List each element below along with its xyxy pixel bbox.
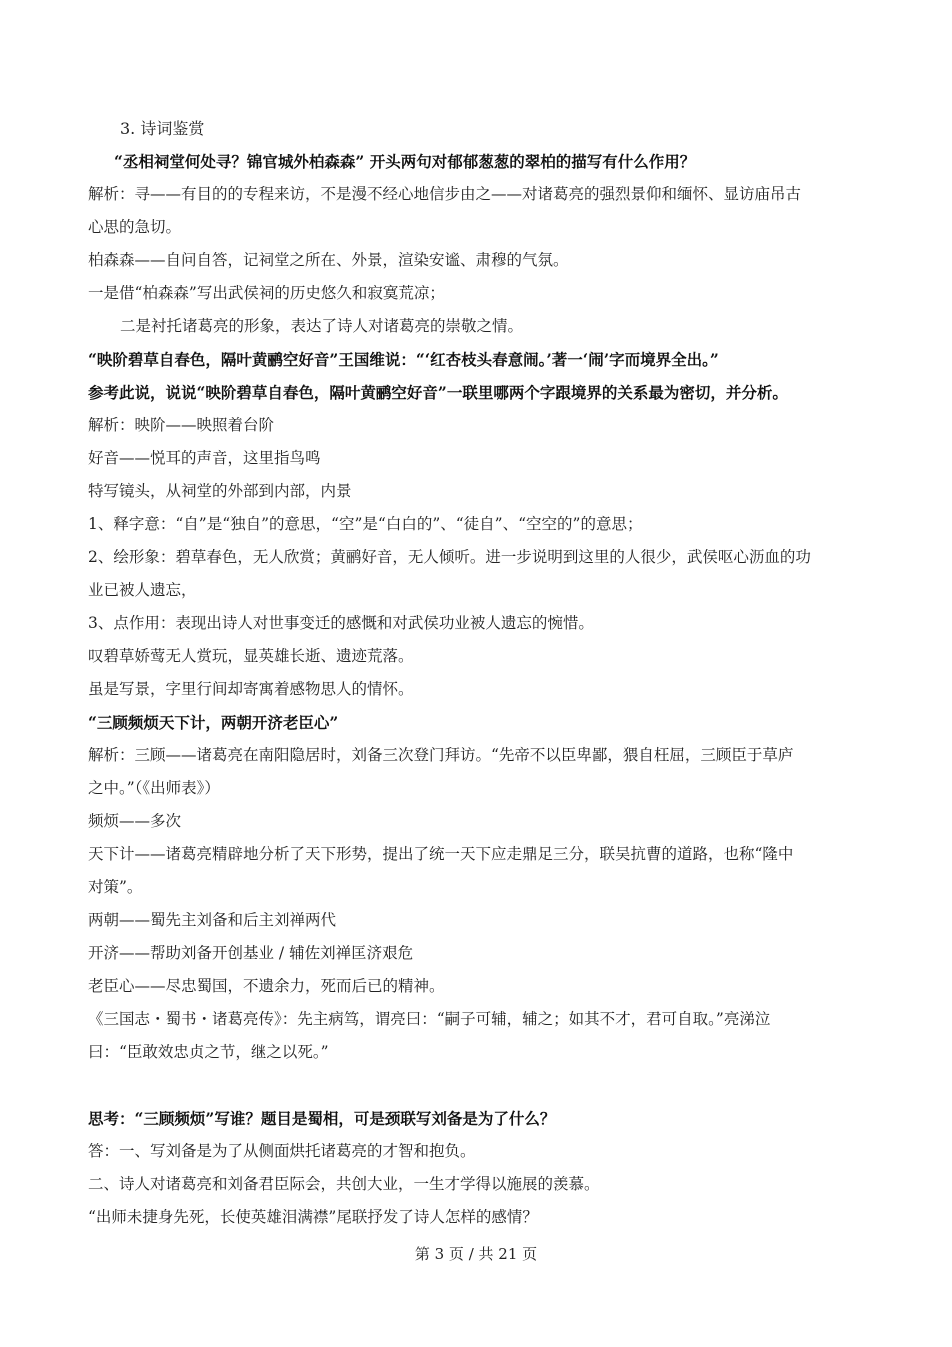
q3-line-1b: 之中。”（《出师表》） [88,779,220,797]
page-body [88,112,868,1234]
q3-line-3b: 对策”。 [88,878,143,896]
question-2-line-1: “映阶碧草自春色，隔叶黄鹂空好音”王国维说：“‘红杏枝头春意闹。’著一‘闹’字而境界全出。” [88,350,719,369]
q3-line-4: 两朝——蜀先主刘备和后主刘禅两代 [88,911,337,929]
q2-line-5a: 2、绘形象：碧草春色，无人欣赏；黄鹂好音，无人倾听。进一步说明到这里的人很少，武侯呕心沥血的功 [88,548,811,566]
q2-line-1: 解析：映阶——映照着台阶 [88,416,275,434]
q3-line-3a: 天下计——诸葛亮精辟地分析了天下形势，提出了统一天下应走鼎足三分，联吴抗曹的道路，也称“隆中 [88,845,794,863]
q4-line-2: 二、诗人对诸葛亮和刘备君臣际会，共创大业，一生才学得以施展的羡慕。 [88,1175,600,1193]
q1-line-4: 一是借“柏森森”写出武侯祠的历史悠久和寂寞荒凉； [88,284,445,302]
q3-line-2: 频烦——多次 [88,812,182,830]
q1-line-3: 柏森森——自问自答，记祠堂之所在、外景，渲染安谧、肃穆的气氛。 [88,251,569,269]
q2-line-5b: 业已被人遗忘， [88,581,197,599]
q2-line-8: 虽是写景，字里行间却寄寓着感物思人的情怀。 [88,680,414,698]
question-1: “丞相祠堂何处寻？锦官城外柏森森” 开头两句对郁郁葱葱的翠柏的描写有什么作用？ [114,152,696,171]
q2-line-6: 3、点作用：表现出诗人对世事变迁的感慨和对武侯功业被人遗忘的惋惜。 [88,614,594,632]
q3-line-7b: 曰：“臣敢效忠贞之节，继之以死。” [88,1043,329,1061]
q1-line-5: 二是衬托诸葛亮的形象，表达了诗人对诸葛亮的崇敬之情。 [120,317,524,335]
section-heading: 3. 诗词鉴赏 [120,119,205,138]
q2-line-7: 叹碧草娇莺无人赏玩，显英雄长逝、遗迹荒落。 [88,647,414,665]
q1-analysis-line-2: 心思的急切。 [88,218,182,236]
question-2-line-2: 参考此说，说说“映阶碧草自春色，隔叶黄鹂空好音”一联里哪两个字跟境界的关系最为密切，并分析。 [88,383,788,402]
q2-line-4: 1、释字意：“自”是“独自”的意思，“空”是“白白的”、“徒自”、“空空的”的意思； [88,515,643,533]
q3-line-1a: 解析：三顾——诸葛亮在南阳隐居时，刘备三次登门拜访。“先帝不以臣卑鄙，猥自枉屈，三顾臣于草庐 [88,746,794,764]
question-4: 思考：“三顾频烦”写谁？题目是蜀相，可是颈联写刘备是为了什么？ [88,1109,556,1128]
q2-line-2: 好音——悦耳的声音，这里指鸟鸣 [88,449,321,467]
page-number-footer: 第 3 页 / 共 21 页 [414,1245,538,1263]
q3-line-6: 老臣心——尽忠蜀国，不遗余力，死而后已的精神。 [88,977,445,995]
q4-line-3: “出师未捷身先死，长使英雄泪满襟”尾联抒发了诗人怎样的感情？ [88,1208,538,1226]
question-3-heading: “三顾频烦天下计，两朝开济老臣心” [88,713,339,732]
q3-line-7a: 《三国志・蜀书・诸葛亮传》：先主病笃，谓亮曰：“嗣子可辅，辅之；如其不才，君可自取。”亮涕泣 [88,1010,771,1028]
paragraph-gap [88,1069,868,1102]
q2-line-3: 特写镜头，从祠堂的外部到内部，内景 [88,482,352,500]
q1-analysis-line-1: 解析：寻——有目的的专程来访，不是漫不经心地信步由之——对诸葛亮的强烈景仰和缅怀、显访庙吊古 [88,185,802,203]
q4-line-1: 答：一、写刘备是为了从侧面烘托诸葛亮的才智和抱负。 [88,1142,476,1160]
q3-line-5: 开济——帮助刘备开创基业 / 辅佐刘禅匡济艰危 [88,944,414,962]
